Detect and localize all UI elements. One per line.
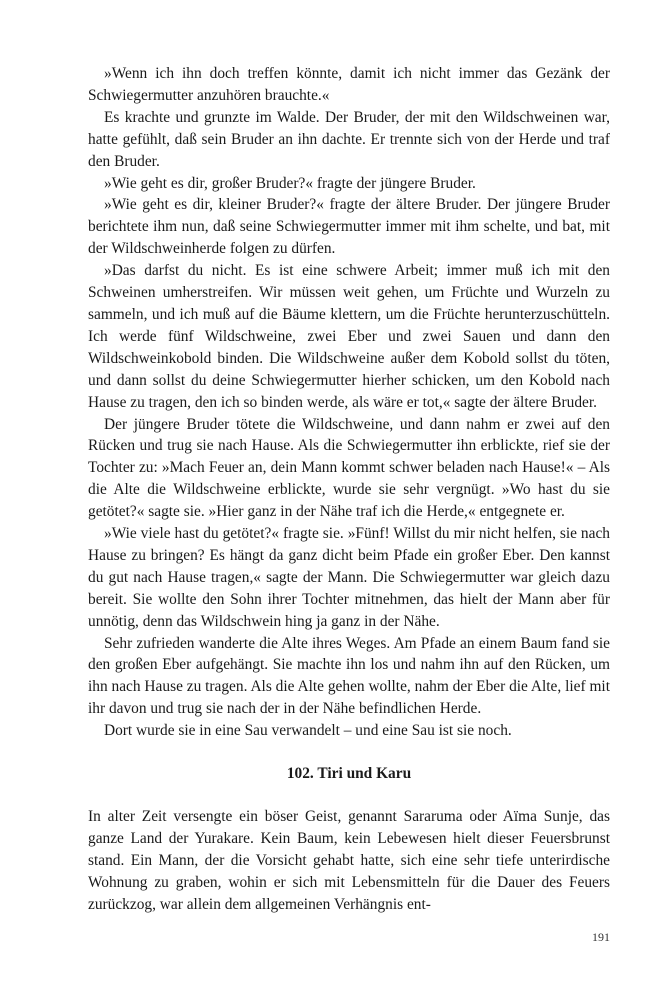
paragraph: »Wie geht es dir, kleiner Bruder?« fragte der ältere Bruder. Der jüngere Bruder berichtete ihm nun, daß seine Schwiegermutter immer mit ihm schelte, und bat, mit der Wildschweinherde folgen zu dürfen. [88,196,610,258]
paragraph: Dort wurde sie in eine Sau verwandelt – und eine Sau ist sie noch. [104,722,512,740]
page-number: 191 [592,930,610,944]
paragraph: In alter Zeit versengte ein böser Geist, genannt Sararuma oder Aïma Sunje, das ganze Land der Yurakare. Kein Baum, kein Lebewesen hielt dieser Feuersbrunst stand. Ein Mann, der die Vorsicht gehabt hatte, sich eine sehr tiefe unterirdische Wohnung zu graben, wohin er sich mit Lebensmitteln für die Dauer des Feuers zurückzog, war allein dem allgemeinen Verhängnis ent- [88,808,610,913]
paragraph: Es krachte und grunzte im Walde. Der Bruder, der mit den Wildschweinen war, hatte gefühlt, daß sein Bruder an ihn dachte. Er trennte sich von der Herde und traf den Bruder. [88,108,610,170]
paragraph: »Wie geht es dir, großer Bruder?« fragte der jüngere Bruder. [104,174,476,192]
paragraph: Der jüngere Bruder tötete die Wildschweine, und dann nahm er zwei auf den Rücken und trug sie nach Hause. Als die Schwiegermutter ihn erblickte, rief sie der Tochter zu: »Mach Feuer an, dein Mann kommt schwer beladen nach Hause!« – Als die Alte die Wildschweine erblickte, wurde sie sehr vergnügt. »Wo hast du sie getötet?« sagte sie. »Hier ganz in der Nähe traf ich die Herde,« entgegnete er. [88,415,610,521]
paragraph: »Das darfst du nicht. Es ist eine schwere Arbeit; immer muß ich mit den Schweinen umherstreifen. Wir müssen weit gehen, um Früchte und Wurzeln zu sammeln, und ich muß auf die Bäume klettern, um die Früchte herunterzuschütteln. Ich werde fünf Wildschweine, zwei Eber und zwei Sauen und dann den Wildschweinkobold binden. Die Wildschweine außer dem Kobold sollst du töten, und dann sollst du deine Schwiegermutter hierher schicken, um den Kobold nach Hause zu tragen, den ich so binden werde, als wäre er tot,« sagte der ältere Bruder. [88,262,610,411]
paragraph: Sehr zufrieden wanderte die Alte ihres Weges. Am Pfade an einem Baum fand sie den großen Eber aufgehängt. Sie machte ihn los und nahm ihn auf den Rücken, um ihn nach Hause zu tragen. Als die Alte gehen wollte, nahm der Eber die Alte, lief mit ihr davon und trug sie nach der in der Nähe befindlichen Herde. [88,634,610,718]
section-heading: 102. Tiri und Karu [286,765,412,783]
body-text [88,63,610,916]
paragraph: »Wie viele hast du getötet?« fragte sie. »Fünf! Willst du mir nicht helfen, sie nach Hause zu bringen? Es hängt da ganz dicht beim Pfade ein großer Eber. Den kannst du gut nach Hause tragen,« sagte der Mann. Die Schwiegermutter war gleich dazu bereit. Sie wollte den Sohn ihrer Tochter mitnehmen, das hielt der Mann aber für unnötig, denn das Wildschwein hing ja ganz in der Nähe. [88,525,610,630]
paragraph: »Wenn ich ihn doch treffen könnte, damit ich nicht immer das Gezänk der Schwiegermutter anzuhören brauchte.« [88,65,610,104]
